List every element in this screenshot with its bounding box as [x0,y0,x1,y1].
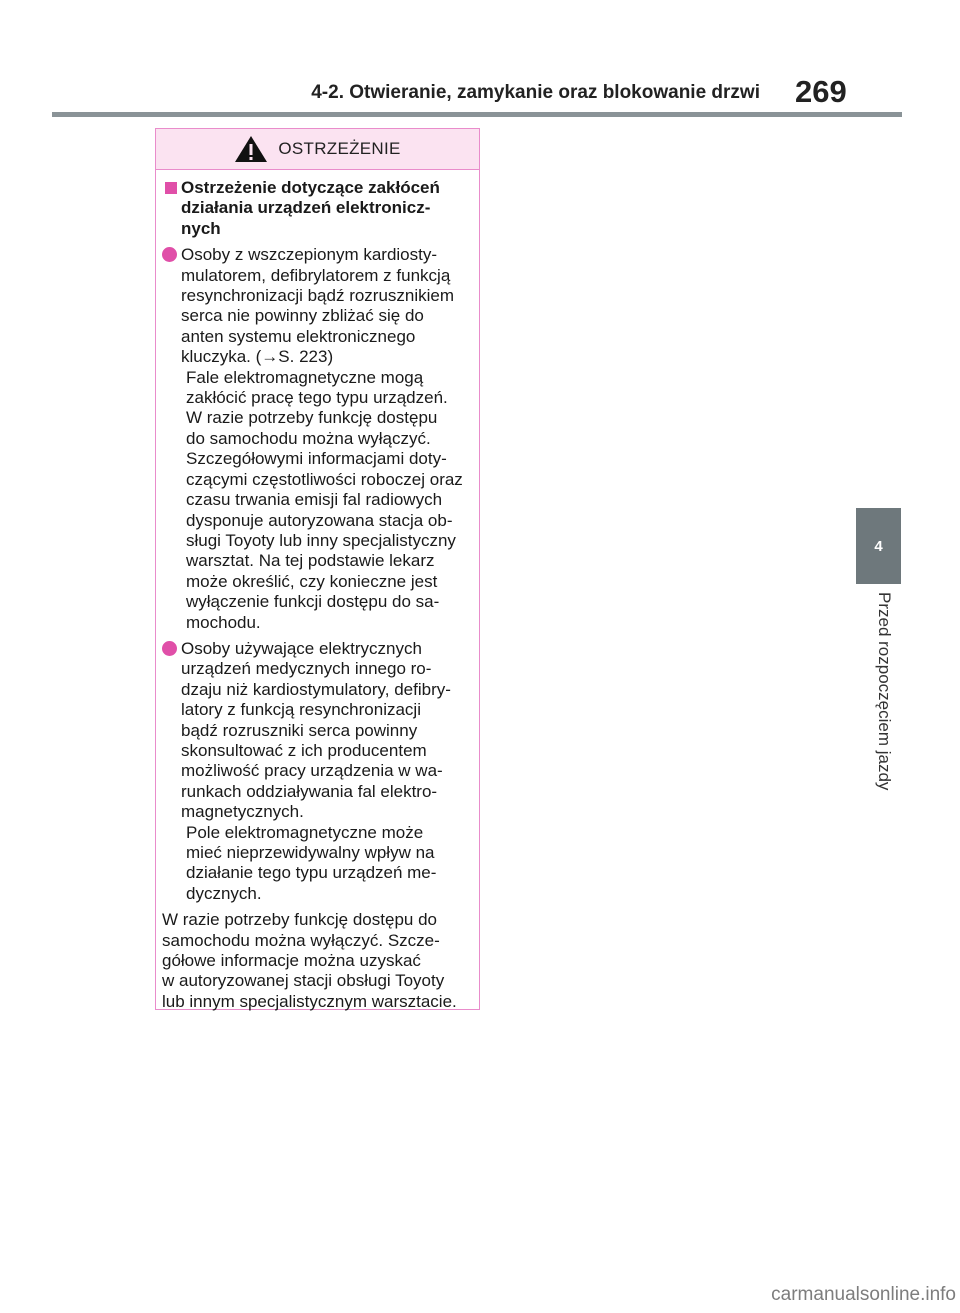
warning-triangle-icon [234,135,268,163]
round-bullet-icon [162,641,177,656]
text-line: Fale elektromagnetyczne mogą [186,367,424,387]
text-line: Osoby używające elektrycznych [181,638,422,658]
text-line: gółowe informacje można uzyskać [162,951,421,971]
text-line: runkach oddziaływania fal elektro- [181,781,438,801]
chapter-tab: 4 [856,508,901,584]
text-line: resynchronizacji bądź rozrusznikiem [181,286,455,306]
text-line: dysponuje autoryzowana stacja ob- [186,510,453,530]
text-line: mieć nieprzewidywalny wpływ na [186,843,435,862]
watermark: carmanualsonline.info [771,1284,956,1305]
warning-heading [162,178,473,239]
text-line: Osoby z wszczepionym kardiosty- [181,245,438,265]
text-line: działanie tego typu urządzeń me- [186,863,437,883]
text-line: samochodu można wyłączyć. Szcze- [162,930,440,950]
warning-title: OSTRZEŻENIE [278,139,401,158]
header-rule [52,112,902,117]
text-line: serca nie powinny zbliżać się do [181,306,424,326]
text-line: sługi Toyoty lub inny specjalistyczny [186,530,456,550]
text-line: bądź rozruszniki serca powinny [181,720,418,740]
sub-paragraph [181,368,473,633]
warning-header [156,129,479,170]
text-line: zakłócić pracę tego typu urządzeń. [186,388,448,408]
text-line: magnetycznych. [181,802,304,822]
text-line: skonsultować z ich producentem [181,740,427,760]
sub-paragraph [181,823,473,905]
text-line: wyłączenie funkcji dostępu do sa- [186,592,440,612]
heading-line: Ostrzeżenie dotyczące zakłóceń [181,178,440,197]
text-line: anten systemu elektronicznego [181,326,416,346]
text-line: latory z funkcją resynchronizacji [181,700,421,720]
text-line: mochodu. [186,612,261,632]
text-line: możliwość pracy urządzenia w wa- [181,761,443,781]
closing-paragraph [162,910,473,1012]
text-line: kluczyka. (→S. 223) [181,347,334,367]
text-line: mulatorem, defibrylatorem z funkcją [181,265,451,285]
text-line: Szczegółowymi informacjami doty- [186,449,447,469]
text-line: do samochodu można wyłączyć. [186,428,431,448]
text-line: Pole elektromagnetyczne może [186,822,424,842]
heading-line: działania urządzeń elektronicz- [181,198,431,218]
heading-line: nych [181,218,221,238]
text-line: W razie potrzeby funkcję dostępu [186,408,438,428]
text-line: czącymi częstotliwości roboczej oraz [186,469,463,489]
bullet-item-pacemaker [162,245,473,633]
text-line: urządzeń medycznych innego ro- [181,659,432,679]
text-line: dycznych. [186,883,262,903]
text-line: czasu trwania emisji fal radiowych [186,490,443,510]
square-bullet-icon [165,182,177,194]
text-line: może określić, czy konieczne jest [186,571,438,591]
warning-body [156,170,479,1012]
text-line: W razie potrzeby funkcję dostępu do [162,910,437,930]
section-title: 4-2. Otwieranie, zamykanie oraz blokowanie drzwi [311,82,760,103]
round-bullet-icon [162,247,177,262]
page-number: 269 [795,74,847,109]
text-line: lub innym specjalistycznym warsztacie. [162,991,457,1011]
chapter-label: Przed rozpoczęciem jazdy [875,592,894,791]
text-line: warsztat. Na tej podstawie lekarz [186,551,435,571]
warning-box [155,128,480,1010]
text-line: dzaju niż kardiostymulatory, defibry- [181,679,451,699]
bullet-item-medical-devices [162,639,473,904]
text-line: w autoryzowanej stacji obsługi Toyoty [162,971,445,991]
